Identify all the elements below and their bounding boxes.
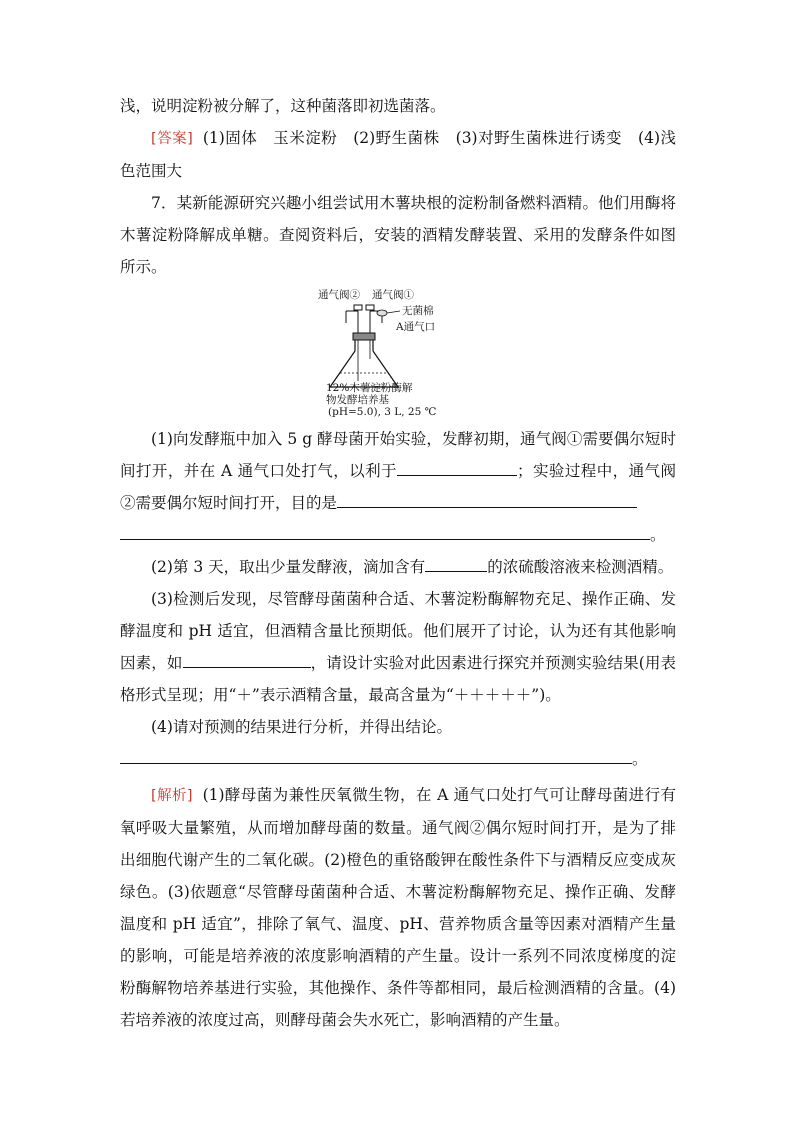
answer-tag: [答案] bbox=[151, 131, 193, 147]
q1-end-mark: 。 bbox=[650, 526, 666, 544]
q1-text-part2: ；实验过程中，通气阀②需要偶尔短时间打开，目的是 bbox=[120, 462, 676, 512]
q3-text-part2: ，请设计实验对此因素进行探究并预测实验结果(用表格形式呈现；用“＋”表示酒精含量，最高含量为“＋＋＋＋＋”)。 bbox=[120, 654, 676, 704]
question-2 bbox=[120, 551, 676, 583]
port-label: A通气口 bbox=[396, 321, 436, 333]
conditions-label: (pH=5.0), 3 L, 25 ℃ bbox=[328, 406, 437, 418]
q3-answer-blank[interactable] bbox=[183, 649, 311, 668]
fermentation-apparatus-figure bbox=[318, 289, 478, 417]
question-1 bbox=[120, 423, 676, 519]
q2-answer-blank[interactable] bbox=[425, 553, 487, 572]
question-3 bbox=[120, 583, 676, 711]
medium-label-line2: 物发酵培养基 bbox=[326, 394, 389, 406]
q4-answer-blank[interactable] bbox=[120, 745, 632, 764]
q1-text-part1: (1)向发酵瓶中加入 5 g 酵母菌开始实验，发酵初期，通气阀①需要偶尔短时间打开，并在 A 通气口处打气，以利于 bbox=[120, 430, 676, 480]
valve-1-label: 通气阀① bbox=[372, 289, 414, 301]
analysis-tag: [解析] bbox=[151, 788, 193, 804]
intro-line: 浅，说明淀粉被分解了，这种菌落即初选菌落。 bbox=[120, 97, 446, 115]
cotton-label: 无菌棉 bbox=[402, 305, 434, 317]
q1-answer-blank-3[interactable] bbox=[120, 521, 650, 540]
answer-text: (1)固体 玉米淀粉 (2)野生菌株 (3)对野生菌株进行诱变 (4)浅色范围大 bbox=[120, 129, 676, 180]
q1-answer-blank-1[interactable] bbox=[397, 457, 517, 476]
valve-2-label: 通气阀② bbox=[318, 289, 360, 301]
analysis-text: (1)酵母菌为兼性厌氧微生物，在 A 通气口处打气可让酵母菌进行有氧呼吸大量繁殖，从而增加酵母菌的数量。通气阀②偶尔短时间打开，是为了排出细胞代谢产生的二氧化碳。(2)橙色的重铬酸钾在酸性条件下与酒精反应变成灰绿色。(3)依题意“尽管酵母菌菌种合适、木薯淀粉酶解物充足、操作正确、发酵温度和 pH 适宜”，排除了氧气、温度、pH、营养物质含量等因素对酒精产生量的影响，可能是培养液的浓度影响酒精的产生量。设计一系列不同浓度梯度的淀粉酶解物培养基进行实验，其他操作、条件等都相同，最后检测酒精的含量。(4)若培养液的浓度过高，则酵母菌会失水死亡，影响酒精的产生量。 bbox=[120, 786, 676, 1029]
q4-end-mark: 。 bbox=[632, 750, 648, 768]
question-4: (4)请对预测的结果进行分析，并得出结论。 bbox=[151, 718, 452, 736]
medium-label-line1: 12%木薯淀粉酶解 bbox=[326, 382, 413, 394]
q2-text-part1: (2)第 3 天，取出少量发酵液，滴加含有 bbox=[151, 558, 426, 576]
document-page bbox=[120, 90, 676, 1036]
q2-text-part2: 的浓硫酸溶液来检测酒精。 bbox=[487, 558, 674, 576]
q1-continuation bbox=[120, 519, 676, 551]
answer-paragraph bbox=[120, 122, 676, 187]
q3-text-part1: (3)检测后发现，尽管酵母菌菌种合适、木薯淀粉酶解物充足、操作正确、发酵温度和 pH 适宜，但酒精含量比预期低。他们展开了讨论，认为还有其他影响因素，如 bbox=[120, 590, 676, 672]
analysis-paragraph bbox=[120, 779, 676, 1036]
q4-continuation bbox=[120, 743, 676, 775]
question-7-stem: 7．某新能源研究兴趣小组尝试用木薯块根的淀粉制备燃料酒精。他们用酶将木薯淀粉降解成单糖。查阅资料后，安装的酒精发酵装置、采用的发酵条件如图所示。 bbox=[120, 194, 676, 276]
q1-answer-blank-2[interactable] bbox=[337, 489, 637, 508]
